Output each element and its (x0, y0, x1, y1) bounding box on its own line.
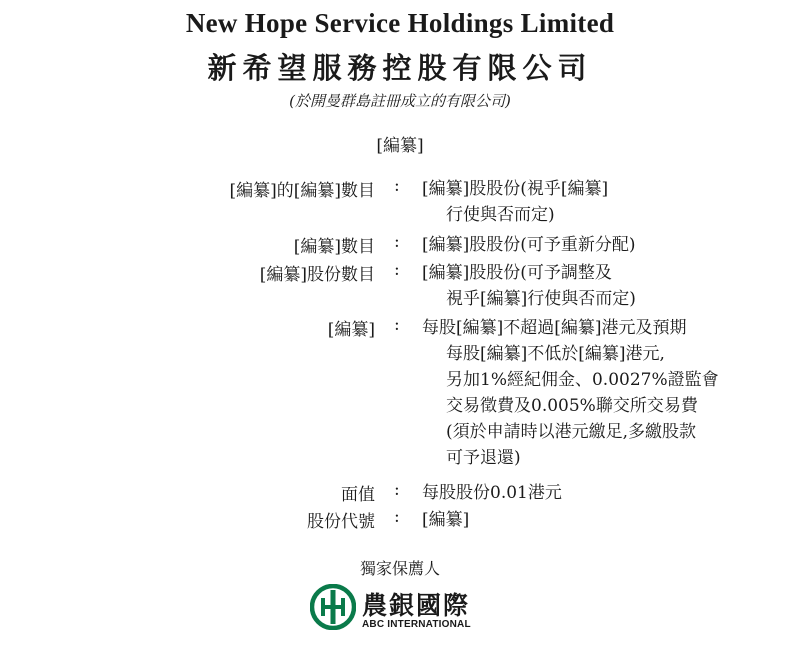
row-value (422, 507, 469, 533)
sponsor-name-en: ABC INTERNATIONAL (362, 619, 471, 630)
row-value (422, 260, 636, 312)
row-label: [編纂]數目 (293, 237, 375, 257)
company-name-zh: 新希望服務控股有限公司 (207, 51, 593, 85)
value-line: 行使與否而定) (446, 205, 555, 225)
row-colon: : (394, 176, 400, 196)
value-line: 可予退還) (446, 448, 521, 468)
row-label: [編纂]的[編纂]數目 (229, 181, 375, 201)
value-line: 每股股份0.01港元 (422, 483, 562, 503)
row-value (422, 315, 719, 471)
row-colon: : (394, 315, 400, 335)
value-line: [編纂]股股份(視乎[編纂] (422, 179, 609, 199)
row-value (422, 232, 636, 258)
document-title: [編纂] (376, 136, 424, 156)
company-name-en: New Hope Service Holdings Limited (185, 8, 615, 38)
sole-sponsor-label: 獨家保薦人 (359, 559, 440, 578)
value-line: [編纂]股股份(可予重新分配) (422, 235, 636, 255)
abc-international-logo (310, 584, 510, 634)
row-value (422, 480, 562, 506)
value-line: 每股[編纂]不超過[編纂]港元及預期 (422, 318, 687, 338)
row-label: [編纂] (327, 320, 375, 340)
value-line: 每股[編纂]不低於[編纂]港元, (446, 344, 665, 364)
row-value (422, 176, 608, 228)
row-colon: : (394, 507, 400, 527)
value-line: [編纂]股股份(可予調整及 (422, 263, 612, 283)
incorporation-note: (於開曼群島註冊成立的有限公司) (289, 92, 511, 110)
sponsor-name-zh: 農銀國際 (362, 591, 471, 620)
value-line: [編纂] (422, 510, 470, 530)
row-colon: : (394, 260, 400, 280)
row-label: 面值 (341, 485, 375, 505)
row-colon: : (394, 232, 400, 252)
abc-emblem-icon (310, 584, 356, 630)
row-label: [編纂]股份數目 (259, 265, 375, 285)
value-line: 另加1%經紀佣金、0.0027%證監會 (446, 370, 719, 390)
value-line: (須於申請時以港元繳足,多繳股款 (446, 422, 697, 442)
row-colon: : (394, 480, 400, 500)
value-line: 交易徵費及0.005%聯交所交易費 (446, 396, 698, 416)
value-line: 視乎[編纂]行使與否而定) (446, 289, 636, 309)
row-label: 股份代號 (307, 512, 375, 532)
